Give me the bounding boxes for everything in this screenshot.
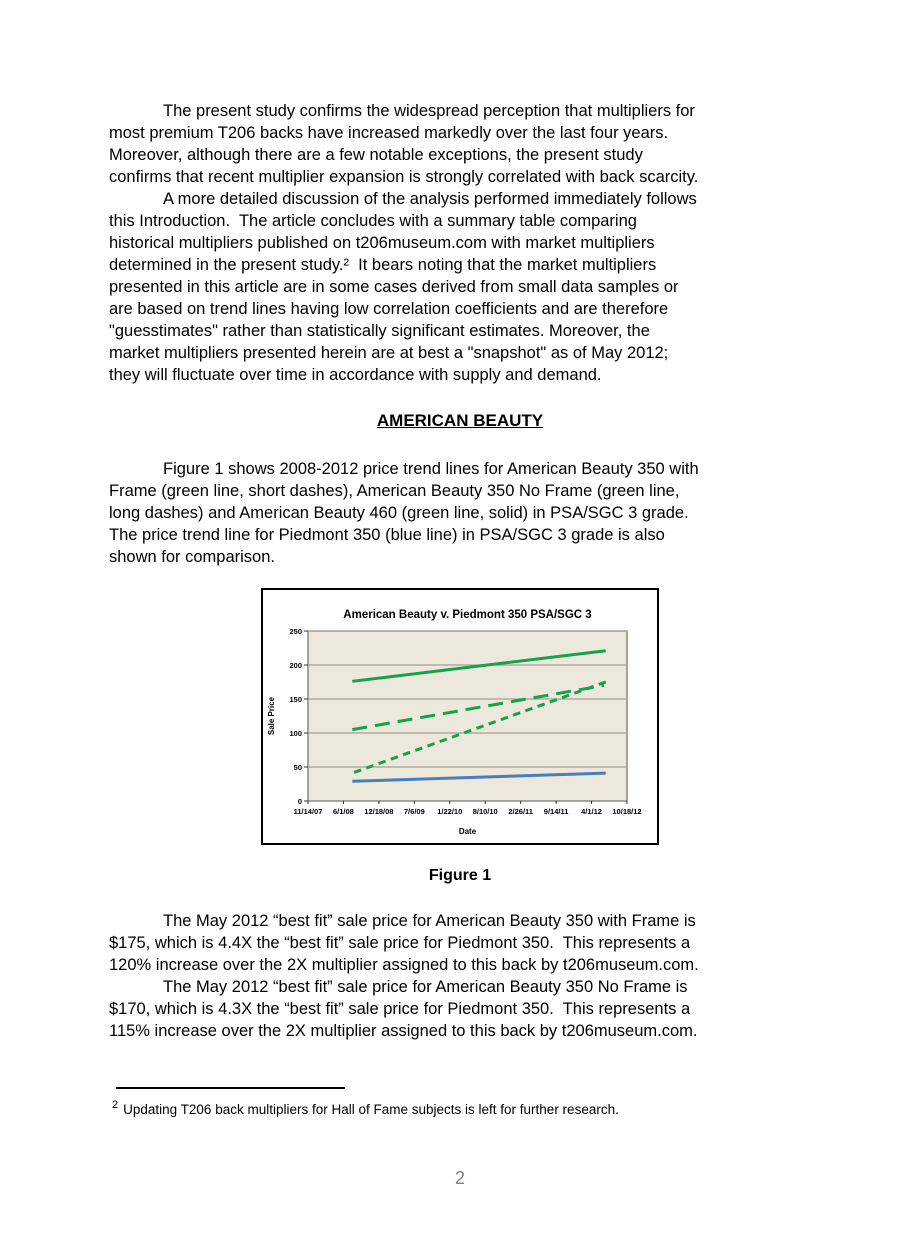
y-tick-label: 200 <box>289 660 302 670</box>
text-line: Figure 1 shows 2008-2012 price trend lines for American Beauty 350 with <box>163 460 699 478</box>
text-line: The May 2012 “best fit” sale price for American Beauty 350 with Frame is <box>163 912 696 930</box>
x-tick-label: 11/14/07 <box>293 807 323 816</box>
text-line: determined in the present study.² It bears noting that the market multipliers <box>109 256 657 274</box>
footnote-text: Updating T206 back multipliers for Hall of Fame subjects is left for further research. <box>123 1101 619 1117</box>
analysis-paragraph-with-frame <box>109 910 821 976</box>
figure-1-chart <box>261 588 659 845</box>
x-tick-label: 9/14/11 <box>543 807 569 816</box>
intro-paragraph-2 <box>109 188 821 386</box>
text-line: The May 2012 “best fit” sale price for American Beauty 350 No Frame is <box>163 978 688 996</box>
figure-caption: Figure 1 <box>428 867 492 884</box>
text-line: "guesstimates" rather than statistically significant estimates. Moreover, the <box>109 322 650 340</box>
y-tick-label: 50 <box>293 762 302 772</box>
x-tick-label: 7/6/09 <box>403 807 425 816</box>
analysis-paragraph-no-frame <box>109 976 821 1042</box>
figure-1-chart-svg <box>263 590 657 843</box>
x-axis-title: Date <box>458 827 477 836</box>
footnote <box>112 1096 824 1119</box>
text-line: market multipliers presented herein are at best a "snapshot" as of May 2012; <box>109 344 669 362</box>
text-line: presented in this article are in some cases derived from small data samples or <box>109 278 679 296</box>
text-line: historical multipliers published on t206museum.com with market multipliers <box>109 234 655 252</box>
text-line: The present study confirms the widespread perception that multipliers for <box>163 102 695 120</box>
text-line: are based on trend lines having low correlation coefficients and are therefore <box>109 300 669 318</box>
x-tick-label: 12/18/08 <box>364 807 394 816</box>
x-tick-label: 10/18/12 <box>612 807 642 816</box>
x-tick-label: 6/1/08 <box>333 807 354 816</box>
figure-description-paragraph <box>109 458 821 568</box>
text-line: long dashes) and American Beauty 460 (green line, solid) in PSA/SGC 3 grade. <box>109 504 689 522</box>
section-heading: AMERICAN BEAUTY <box>376 411 544 430</box>
page-number: 2 <box>454 1168 465 1188</box>
y-tick-label: 150 <box>289 694 302 704</box>
text-line: shown for comparison. <box>109 548 275 566</box>
text-line: most premium T206 backs have increased markedly over the last four years. <box>109 124 669 142</box>
text-line: Frame (green line, short dashes), American Beauty 350 No Frame (green line, <box>109 482 680 500</box>
x-tick-label: 8/10/10 <box>472 807 498 816</box>
text-line: confirms that recent multiplier expansion is strongly correlated with back scarcity. <box>109 168 699 186</box>
plot-area <box>308 631 627 801</box>
x-tick-label: 4/1/12 <box>581 807 602 816</box>
footnote-separator <box>116 1087 345 1089</box>
text-line: The price trend line for Piedmont 350 (blue line) in PSA/SGC 3 grade is also <box>109 526 665 544</box>
text-line: they will fluctuate over time in accordance with supply and demand. <box>109 366 602 384</box>
text-line: $175, which is 4.4X the “best fit” sale price for Piedmont 350. This represents a <box>109 934 691 952</box>
y-tick-label: 100 <box>289 728 302 738</box>
text-line: $170, which is 4.3X the “best fit” sale price for Piedmont 350. This represents a <box>109 1000 691 1018</box>
text-line: this Introduction. The article concludes with a summary table comparing <box>109 212 637 230</box>
text-line: A more detailed discussion of the analysis performed immediately follows <box>163 190 697 208</box>
footnote-marker: 2 <box>112 1099 119 1111</box>
text-line: 120% increase over the 2X multiplier assigned to this back by t206museum.com. <box>109 956 699 974</box>
text-line: 115% increase over the 2X multiplier assigned to this back by t206museum.com. <box>109 1022 698 1040</box>
x-tick-label: 1/22/10 <box>437 807 463 816</box>
y-tick-label: 0 <box>297 796 302 806</box>
y-tick-label: 250 <box>289 626 302 636</box>
chart-title: American Beauty v. Piedmont 350 PSA/SGC 3 <box>343 609 592 621</box>
x-tick-label: 2/26/11 <box>508 807 533 816</box>
y-axis-title: Sale Price <box>267 696 276 736</box>
intro-paragraph-1 <box>109 100 821 188</box>
text-line: Moreover, although there are a few notable exceptions, the present study <box>109 146 643 164</box>
